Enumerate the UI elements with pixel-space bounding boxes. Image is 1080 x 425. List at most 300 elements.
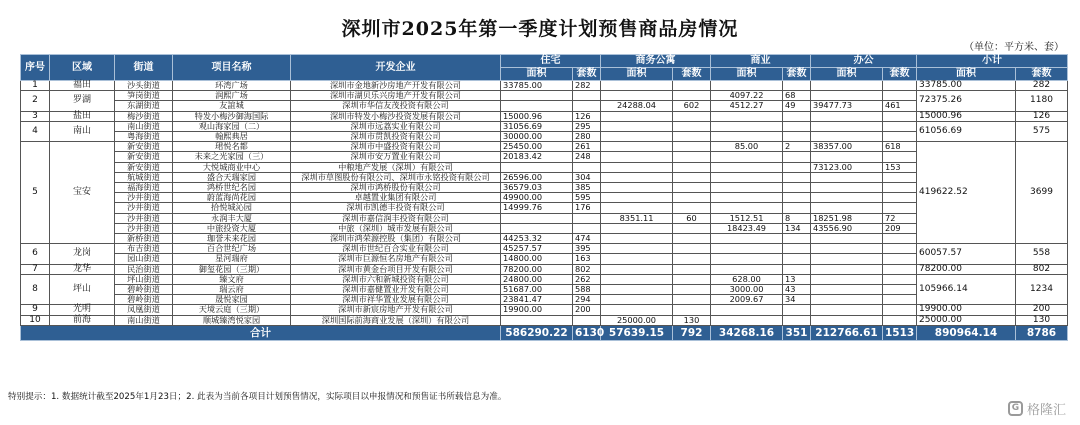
street-cell: 碧岭街道 [115, 295, 173, 305]
table-row [21, 254, 1068, 264]
total-r-area-cell: 586290.22 [501, 325, 573, 340]
developer-cell: 深圳市巨源恒名房地产有限公司 [291, 254, 501, 264]
commercial-area-cell: 18423.49 [711, 223, 783, 233]
total-r-units-cell: 6130 [573, 325, 601, 340]
office-area-cell [811, 81, 883, 91]
street-cell: 园山街道 [115, 254, 173, 264]
project-cell: 瑞云府 [173, 285, 291, 295]
residential-units-cell: 280 [573, 132, 601, 142]
developer-cell: 深圳市草图股份有限公司、深圳市永铭投资有限公司 [291, 172, 501, 182]
total-o-units-cell: 1513 [883, 325, 917, 340]
commercial-units-cell [783, 193, 811, 203]
subtotal-units-cell: 1234 [1016, 274, 1068, 305]
office-units-cell: 72 [883, 213, 917, 223]
office-units-cell [883, 91, 917, 101]
seq-cell: 3 [21, 111, 50, 121]
office-area-cell: 18251.98 [811, 213, 883, 223]
table-row [21, 101, 1068, 111]
developer-cell: 深圳市新宸房地产开发有限公司 [291, 305, 501, 315]
residential-area-cell [501, 162, 573, 172]
office-units-cell: 209 [883, 223, 917, 233]
street-cell: 民治街道 [115, 264, 173, 274]
street-cell: 新桥街道 [115, 234, 173, 244]
commercial-units-cell [783, 162, 811, 172]
business-area-cell [601, 203, 673, 213]
residential-area-cell [501, 91, 573, 101]
project-cell: 翰熙典居 [173, 132, 291, 142]
business-area-cell [601, 183, 673, 193]
business-area-cell [601, 152, 673, 162]
office-units-cell [883, 244, 917, 254]
header-units: 套数 [883, 68, 917, 81]
residential-units-cell: 304 [573, 172, 601, 182]
table-row [21, 315, 1068, 325]
office-area-cell [811, 315, 883, 325]
residential-area-cell: 49900.00 [501, 193, 573, 203]
street-cell: 沙井街道 [115, 223, 173, 233]
street-cell: 沙井街道 [115, 213, 173, 223]
business-area-cell [601, 81, 673, 91]
commercial-units-cell [783, 111, 811, 121]
street-cell: 南山街道 [115, 315, 173, 325]
commercial-area-cell [711, 183, 783, 193]
business-area-cell [601, 274, 673, 284]
developer-cell: 深圳市特发小梅沙投资发展有限公司 [291, 111, 501, 121]
commercial-area-cell [711, 152, 783, 162]
residential-area-cell: 45257.57 [501, 244, 573, 254]
residential-units-cell: 248 [573, 152, 601, 162]
total-row [21, 325, 1068, 340]
developer-cell: 中旅（深圳）城市发展有限公司 [291, 223, 501, 233]
residential-area-cell: 14999.76 [501, 203, 573, 213]
residential-area-cell: 24800.00 [501, 274, 573, 284]
commercial-area-cell [711, 315, 783, 325]
business-area-cell [601, 172, 673, 182]
residential-units-cell: 295 [573, 121, 601, 131]
project-cell: 拾悦城沁园 [173, 203, 291, 213]
office-units-cell: 461 [883, 101, 917, 111]
office-area-cell [811, 234, 883, 244]
business-units-cell [673, 183, 711, 193]
street-cell: 沙井街道 [115, 193, 173, 203]
office-area-cell: 39477.73 [811, 101, 883, 111]
commercial-units-cell: 8 [783, 213, 811, 223]
office-units-cell [883, 203, 917, 213]
office-units-cell [883, 254, 917, 264]
subtotal-units-cell: 282 [1016, 81, 1068, 91]
commercial-area-cell [711, 132, 783, 142]
developer-cell: 深圳市六和新城投资有限公司 [291, 274, 501, 284]
subtotal-units-cell: 126 [1016, 111, 1068, 121]
commercial-area-cell [711, 305, 783, 315]
seq-cell: 8 [21, 274, 50, 305]
residential-units-cell: 262 [573, 274, 601, 284]
street-cell: 笋岗街道 [115, 91, 173, 101]
business-units-cell [673, 91, 711, 101]
residential-units-cell: 802 [573, 264, 601, 274]
business-units-cell [673, 172, 711, 182]
unit-label: （单位：平方米、套） [964, 42, 1064, 53]
district-cell: 福田 [50, 81, 115, 91]
commercial-area-cell: 4512.27 [711, 101, 783, 111]
office-area-cell [811, 254, 883, 264]
project-cell: 星河瑞府 [173, 254, 291, 264]
commercial-area-cell: 628.00 [711, 274, 783, 284]
residential-units-cell [573, 162, 601, 172]
table-row [21, 244, 1068, 254]
subtotal-units-cell: 1180 [1016, 91, 1068, 111]
office-area-cell [811, 264, 883, 274]
developer-cell: 深圳市安万置业有限公司 [291, 152, 501, 162]
street-cell: 布吉街道 [115, 244, 173, 254]
office-area-cell [811, 121, 883, 131]
business-area-cell [601, 264, 673, 274]
subtotal-area-cell: 25000.00 [917, 315, 1016, 325]
business-area-cell: 24288.04 [601, 101, 673, 111]
residential-area-cell: 51687.00 [501, 285, 573, 295]
header-area: 面积 [711, 68, 783, 81]
office-units-cell [883, 274, 917, 284]
project-cell: 蔚蓝海尚花园 [173, 193, 291, 203]
street-cell: 东湖街道 [115, 101, 173, 111]
business-units-cell [673, 81, 711, 91]
subtotal-units-cell: 802 [1016, 264, 1068, 274]
residential-units-cell: 282 [573, 81, 601, 91]
table-row [21, 172, 1068, 182]
street-cell: 碧岭街道 [115, 285, 173, 295]
commercial-units-cell [783, 244, 811, 254]
total-o-area-cell: 212766.61 [811, 325, 883, 340]
developer-cell: 深圳市嘉健置业开发有限公司 [291, 285, 501, 295]
developer-cell: 深圳国际前海商业发展（深圳）有限公司 [291, 315, 501, 325]
subtotal-units-cell: 3699 [1016, 142, 1068, 244]
subtotal-area-cell: 105966.14 [917, 274, 1016, 305]
subtotal-area-cell: 78200.00 [917, 264, 1016, 274]
seq-cell: 5 [21, 142, 50, 244]
commercial-units-cell: 13 [783, 274, 811, 284]
project-cell: 珈誉未来花园 [173, 234, 291, 244]
residential-area-cell: 26596.00 [501, 172, 573, 182]
office-area-cell [811, 111, 883, 121]
table-row [21, 295, 1068, 305]
project-cell: 鸿桥世纪名园 [173, 183, 291, 193]
header-business-apartment: 商务公寓 [601, 55, 711, 68]
residential-units-cell: 395 [573, 244, 601, 254]
developer-cell: 深圳市贯凯投资有限公司 [291, 132, 501, 142]
table-row [21, 264, 1068, 274]
street-cell: 新安街道 [115, 152, 173, 162]
office-area-cell [811, 203, 883, 213]
header-units: 套数 [673, 68, 711, 81]
office-units-cell [883, 111, 917, 121]
office-area-cell: 43556.90 [811, 223, 883, 233]
office-area-cell [811, 305, 883, 315]
table-row [21, 213, 1068, 223]
table-row [21, 223, 1068, 233]
business-area-cell [601, 305, 673, 315]
table-row [21, 111, 1068, 121]
residential-area-cell: 14800.00 [501, 254, 573, 264]
total-b-area-cell: 57639.15 [601, 325, 673, 340]
commercial-units-cell [783, 121, 811, 131]
project-cell: 顺城臻湾悦家园 [173, 315, 291, 325]
header-units: 套数 [573, 68, 601, 81]
residential-units-cell: 588 [573, 285, 601, 295]
business-area-cell [601, 91, 673, 101]
project-cell: 环湾广场 [173, 81, 291, 91]
header-developer: 开发企业 [291, 55, 501, 81]
project-cell: 特发小梅沙御海国际 [173, 111, 291, 121]
district-cell: 盐田 [50, 111, 115, 121]
business-area-cell [601, 162, 673, 172]
project-cell: 天境云庭（三期） [173, 305, 291, 315]
office-units-cell [883, 152, 917, 162]
developer-cell: 深圳市鸿桥股份有限公司 [291, 183, 501, 193]
residential-area-cell: 23841.47 [501, 295, 573, 305]
business-area-cell [601, 244, 673, 254]
office-units-cell [883, 172, 917, 182]
district-cell: 龙岗 [50, 244, 115, 264]
table-row [21, 121, 1068, 131]
street-cell: 梅沙街道 [115, 111, 173, 121]
header-subtotal: 小计 [917, 55, 1068, 68]
commercial-units-cell [783, 172, 811, 182]
business-units-cell [673, 234, 711, 244]
business-units-cell: 130 [673, 315, 711, 325]
district-cell: 光明 [50, 305, 115, 315]
subtotal-area-cell: 19900.00 [917, 305, 1016, 315]
commercial-units-cell: 134 [783, 223, 811, 233]
table-row [21, 203, 1068, 213]
project-cell: 盛合天瑞家园 [173, 172, 291, 182]
residential-area-cell: 31056.69 [501, 121, 573, 131]
office-area-cell [811, 152, 883, 162]
commercial-area-cell [711, 111, 783, 121]
residential-area-cell: 20183.42 [501, 152, 573, 162]
business-units-cell [673, 162, 711, 172]
commercial-units-cell: 34 [783, 295, 811, 305]
district-cell: 前海 [50, 315, 115, 325]
header-residential: 住宅 [501, 55, 601, 68]
residential-units-cell: 385 [573, 183, 601, 193]
seq-cell: 2 [21, 91, 50, 111]
commercial-units-cell [783, 132, 811, 142]
commercial-area-cell [711, 203, 783, 213]
presale-table [20, 54, 1068, 341]
commercial-area-cell: 1512.51 [711, 213, 783, 223]
commercial-units-cell [783, 152, 811, 162]
developer-cell: 深圳市湖贝乐兴房地产开发有限公司 [291, 91, 501, 101]
business-units-cell [673, 132, 711, 142]
header-commercial: 商业 [711, 55, 811, 68]
business-units-cell [673, 193, 711, 203]
business-area-cell [601, 234, 673, 244]
table-row [21, 142, 1068, 152]
brand-logo-icon: G [1008, 401, 1023, 416]
project-cell: 友誼城 [173, 101, 291, 111]
residential-area-cell: 78200.00 [501, 264, 573, 274]
developer-cell: 深圳市华信友茂投资有限公司 [291, 101, 501, 111]
business-units-cell [673, 285, 711, 295]
business-area-cell [601, 295, 673, 305]
business-units-cell [673, 295, 711, 305]
project-cell: 御玺花园（三期） [173, 264, 291, 274]
residential-units-cell: 261 [573, 142, 601, 152]
office-units-cell [883, 121, 917, 131]
business-units-cell [673, 142, 711, 152]
table-row [21, 274, 1068, 284]
street-cell: 新安街道 [115, 162, 173, 172]
header-area: 面积 [601, 68, 673, 81]
project-cell: 晟悦家园 [173, 295, 291, 305]
project-cell: 中旅投资大厦 [173, 223, 291, 233]
street-cell: 航城街道 [115, 172, 173, 182]
street-cell: 坪山街道 [115, 274, 173, 284]
subtotal-area-cell: 33785.00 [917, 81, 1016, 91]
street-cell: 粤海街道 [115, 132, 173, 142]
business-units-cell [673, 111, 711, 121]
table-row [21, 183, 1068, 193]
district-cell: 坪山 [50, 274, 115, 305]
district-cell: 宝安 [50, 142, 115, 244]
business-units-cell [673, 203, 711, 213]
seq-cell: 9 [21, 305, 50, 315]
table-body [21, 81, 1068, 341]
commercial-area-cell [711, 81, 783, 91]
subtotal-area-cell: 419622.52 [917, 142, 1016, 244]
brand-name: 格隆汇 [1026, 403, 1066, 418]
office-units-cell: 153 [883, 162, 917, 172]
residential-units-cell [573, 91, 601, 101]
project-cell: 百合世纪广场 [173, 244, 291, 254]
subtotal-units-cell: 200 [1016, 305, 1068, 315]
residential-area-cell: 19900.00 [501, 305, 573, 315]
commercial-units-cell [783, 183, 811, 193]
subtotal-units-cell: 558 [1016, 244, 1068, 264]
residential-units-cell [573, 213, 601, 223]
commercial-area-cell [711, 234, 783, 244]
project-cell: 珺悦名都 [173, 142, 291, 152]
commercial-units-cell [783, 305, 811, 315]
header-seq: 序号 [21, 55, 50, 81]
residential-area-cell [501, 223, 573, 233]
residential-units-cell: 176 [573, 203, 601, 213]
office-units-cell [883, 193, 917, 203]
project-cell: 润熙广场 [173, 91, 291, 101]
business-area-cell: 8351.11 [601, 213, 673, 223]
district-cell: 罗湖 [50, 91, 115, 111]
residential-units-cell [573, 315, 601, 325]
residential-units-cell: 595 [573, 193, 601, 203]
header-area: 面积 [917, 68, 1016, 81]
office-area-cell [811, 295, 883, 305]
residential-units-cell [573, 223, 601, 233]
business-area-cell [601, 142, 673, 152]
office-units-cell [883, 295, 917, 305]
residential-units-cell: 163 [573, 254, 601, 264]
commercial-units-cell: 43 [783, 285, 811, 295]
residential-area-cell [501, 101, 573, 111]
table-row [21, 305, 1068, 315]
table-row [21, 91, 1068, 101]
street-cell: 南山街道 [115, 121, 173, 131]
office-units-cell [883, 183, 917, 193]
residential-units-cell: 126 [573, 111, 601, 121]
commercial-units-cell: 49 [783, 101, 811, 111]
office-area-cell [811, 91, 883, 101]
developer-cell: 深圳市嘉信润丰投资有限公司 [291, 213, 501, 223]
commercial-area-cell [711, 193, 783, 203]
commercial-area-cell: 85.00 [711, 142, 783, 152]
residential-area-cell: 33785.00 [501, 81, 573, 91]
developer-cell: 深圳市祥华置业发展有限公司 [291, 295, 501, 305]
business-units-cell [673, 152, 711, 162]
developer-cell: 卓越置业集团有限公司 [291, 193, 501, 203]
commercial-area-cell: 4097.22 [711, 91, 783, 101]
business-units-cell [673, 264, 711, 274]
page-title: 深圳市2025年第一季度计划预售商品房情况 [341, 18, 739, 40]
total-label: 合计 [21, 325, 501, 340]
table-row [21, 234, 1068, 244]
developer-cell: 中粮地产发展（深圳）有限公司 [291, 162, 501, 172]
total-c-area-cell: 34268.16 [711, 325, 783, 340]
office-units-cell [883, 264, 917, 274]
office-area-cell [811, 183, 883, 193]
subtotal-units-cell: 130 [1016, 315, 1068, 325]
business-area-cell: 25000.00 [601, 315, 673, 325]
subtotal-units-cell: 575 [1016, 121, 1068, 141]
header-area: 面积 [811, 68, 883, 81]
business-area-cell [601, 285, 673, 295]
project-cell: 未来之光家园（三） [173, 152, 291, 162]
developer-cell: 深圳市鸿荣源控股（集团）有限公司 [291, 234, 501, 244]
residential-units-cell [573, 101, 601, 111]
business-units-cell: 602 [673, 101, 711, 111]
office-units-cell: 618 [883, 142, 917, 152]
project-cell: 观山海家园（二） [173, 121, 291, 131]
watermark-brand [1008, 399, 1066, 418]
developer-cell: 深圳市黄金台项目开发有限公司 [291, 264, 501, 274]
office-units-cell [883, 305, 917, 315]
commercial-units-cell: 2 [783, 142, 811, 152]
business-area-cell [601, 223, 673, 233]
developer-cell: 深圳市世纪百合实业有限公司 [291, 244, 501, 254]
business-area-cell [601, 193, 673, 203]
business-area-cell [601, 111, 673, 121]
header-project: 项目名称 [173, 55, 291, 81]
office-area-cell [811, 244, 883, 254]
residential-area-cell: 25450.00 [501, 142, 573, 152]
business-units-cell: 60 [673, 213, 711, 223]
residential-units-cell: 294 [573, 295, 601, 305]
residential-area-cell [501, 213, 573, 223]
street-cell: 沙头街道 [115, 81, 173, 91]
district-cell: 南山 [50, 121, 115, 141]
street-cell: 福海街道 [115, 183, 173, 193]
table-row [21, 152, 1068, 162]
seq-cell: 10 [21, 315, 50, 325]
commercial-units-cell [783, 203, 811, 213]
table-row [21, 81, 1068, 91]
residential-area-cell [501, 315, 573, 325]
street-cell: 沙井街道 [115, 203, 173, 213]
seq-cell: 6 [21, 244, 50, 264]
subtotal-area-cell: 60057.57 [917, 244, 1016, 264]
office-area-cell [811, 172, 883, 182]
seq-cell: 4 [21, 121, 50, 141]
commercial-area-cell: 3000.00 [711, 285, 783, 295]
commercial-units-cell [783, 234, 811, 244]
